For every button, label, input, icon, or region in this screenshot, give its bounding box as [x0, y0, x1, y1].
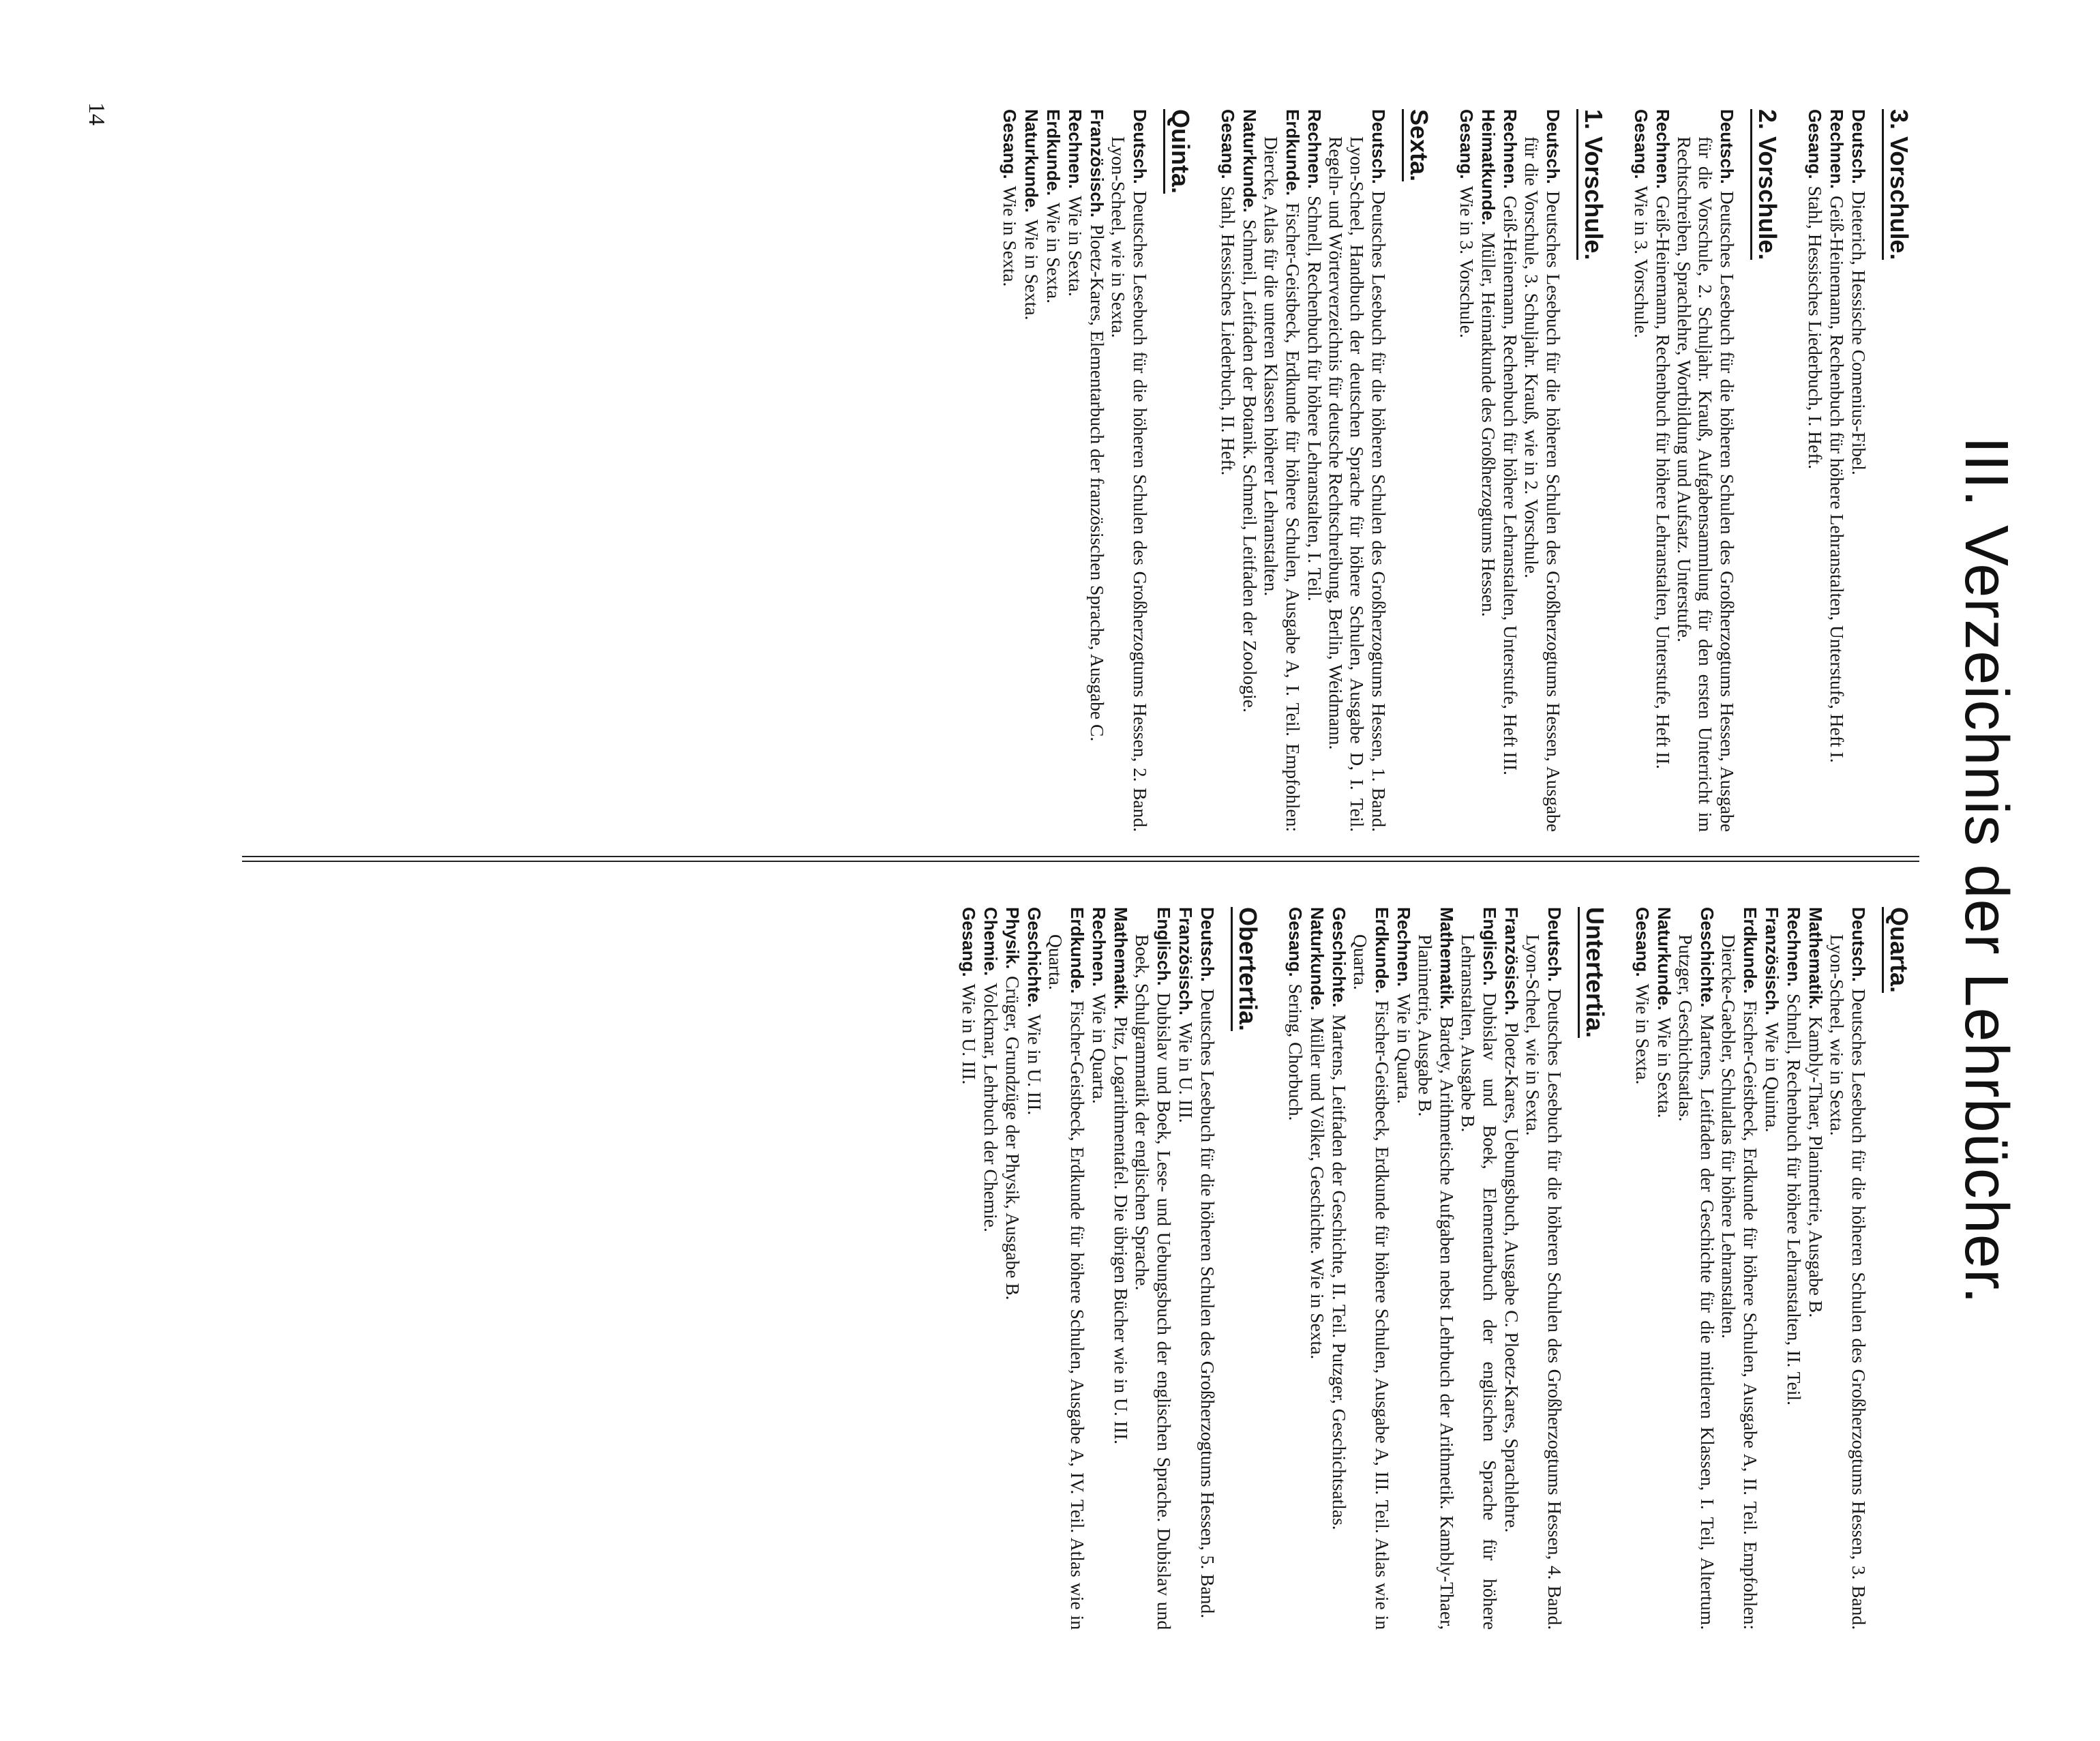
book-text: Wie in Quinta. — [1762, 1022, 1783, 1133]
book-text: Wie in U. III. — [1024, 1014, 1045, 1116]
book-text: Deutsches Lesebuch für die höheren Schulen des Großherzogtums Hessen, Ausgabe für die Vorschule, 2. Schuljahr. Krauß, Aufgabensammlung für den ersten Unterricht im Rechtschreiben, Sprachlehre, Wortbildung und Aufsatz. Unterstufe. — [1674, 136, 1738, 832]
entry-gesang — [1804, 109, 1826, 832]
entry-rechnen — [1826, 109, 1848, 832]
book-text: Deutsches Lesebuch für die höheren Schulen des Großherzogtums Hessen, 3. Band. Lyon-Scheel, wie in Sexta. — [1827, 934, 1870, 1630]
entry-deutsch — [1108, 109, 1151, 832]
subject-label: Gesang. — [1631, 109, 1651, 179]
column-divider — [242, 856, 1919, 862]
right-column — [72, 907, 1912, 1630]
entry-gesang — [1285, 907, 1306, 1630]
entry-deutsch — [1674, 109, 1738, 832]
subject-label: Erdkunde. — [1067, 907, 1088, 994]
book-text: Bardey, Arithmetische Aufgaben nebst Lehrbuch der Arithmetik. Kambly-Thaer, Planimetrie, Ausgabe B. — [1415, 934, 1458, 1630]
book-text: Wie in U. III. — [959, 983, 980, 1085]
subject-label: Gesang. — [1218, 109, 1238, 179]
entry-gesang — [999, 109, 1021, 832]
section-untertertia — [1285, 907, 1608, 1630]
entry-gesang — [1632, 907, 1653, 1630]
section-sexta — [1217, 109, 1432, 832]
subject-label: Deutsch. — [1848, 907, 1869, 982]
entry-erdkunde — [1045, 907, 1088, 1630]
entry-gesang — [1217, 109, 1239, 832]
page-number: 14 — [84, 102, 109, 125]
section-heading: 1. Vorschule. — [1576, 109, 1607, 260]
subject-label: Gesang. — [1805, 109, 1825, 179]
subject-label: Rechnen. — [1394, 907, 1414, 987]
subject-label: Erdkunde. — [1372, 907, 1392, 994]
book-text: Müller und Völker, Geschichte. Wie in Sexta. — [1307, 1017, 1328, 1360]
subject-label: Englisch. — [1480, 907, 1500, 986]
subject-label: Gesang. — [1285, 907, 1306, 977]
subject-label: Rechnen. — [1089, 907, 1109, 987]
section-1-vorschule — [1456, 109, 1607, 832]
subject-label: Mathematik. — [1111, 907, 1131, 1010]
subject-label: Rechnen. — [1065, 109, 1085, 190]
book-text: Fischer-Geistbeck, Erdkunde für höhere Schulen, Ausgabe A, IV. Teil. Atlas wie in Quarta. — [1045, 934, 1088, 1630]
entry-erdkunde — [1350, 907, 1393, 1630]
book-text: Deutsches Lesebuch für die höheren Schulen des Großherzogtums Hessen, Ausgabe für die Vorschule, 3. Schuljahr. Krauß, wie in 2. Vorschule. — [1521, 136, 1564, 832]
section-heading: Untertertia. — [1578, 907, 1608, 1038]
entry-geschichte — [1675, 907, 1718, 1630]
entry-naturkunde — [1306, 907, 1328, 1630]
section-heading: Obertertia. — [1231, 907, 1261, 1031]
entry-englisch — [1458, 907, 1501, 1630]
section-quinta — [999, 109, 1194, 832]
entry-franzoesisch — [1501, 907, 1522, 1630]
entry-gesang — [958, 907, 980, 1630]
book-text: Stahl, Hessisches Liederbuch, II. Heft. — [1218, 185, 1239, 476]
book-text: Wie in Quarta. — [1394, 994, 1415, 1104]
subject-label: Gesang. — [959, 907, 979, 977]
entry-erdkunde — [1261, 109, 1304, 832]
book-text: Deutsches Lesebuch für die höheren Schulen des Großherzogtums Hessen, 1. Band. Lyon-Scheel, Handbuch der deutschen Sprache für höhere Schulen, Ausgabe D, I. Teil. Regeln- und Wörterverzeichnis für deutsche Rechtschreibung, Berlin, Weidmann. — [1325, 136, 1390, 832]
subject-label: Rechnen. — [1304, 109, 1325, 190]
entry-mathematik — [1805, 907, 1827, 1630]
entry-deutsch — [1197, 907, 1218, 1630]
book-text: Geiß-Heinemann, Rechenbuch für höhere Lehranstalten, Unterstufe, Heft I. — [1827, 196, 1848, 763]
entry-rechnen — [1304, 109, 1325, 832]
entry-erdkunde — [1718, 907, 1761, 1630]
entry-franzoesisch — [1761, 907, 1783, 1630]
book-text: Martens, Leitfaden der Geschichte für die mittleren Klassen, I. Teil, Altertum. Putzger, Geschichtsatlas. — [1675, 934, 1718, 1630]
subject-label: Naturkunde. — [1240, 109, 1260, 213]
section-2-vorschule — [1630, 109, 1781, 832]
book-text: Wie in Quarta. — [1089, 994, 1110, 1104]
subject-label: Physik. — [1002, 907, 1023, 970]
page-title: III. Verzeichnis der Lehrbücher. — [1952, 436, 2020, 1305]
subject-label: Deutsch. — [1197, 907, 1218, 982]
section-heading: 2. Vorschule. — [1750, 109, 1781, 260]
book-text: Wie in Sexta. — [1065, 196, 1086, 297]
entry-naturkunde — [1653, 907, 1675, 1630]
subject-label: Rechnen. — [1827, 109, 1847, 190]
subject-label: Deutsch. — [1130, 109, 1150, 184]
subject-label: Französisch. — [1762, 907, 1782, 1015]
book-text: Kambly-Thaer, Planimetrie, Ausgabe B. — [1805, 1016, 1827, 1318]
subject-label: Mathematik. — [1805, 907, 1826, 1010]
subject-label: Erdkunde. — [1282, 109, 1303, 196]
subject-label: Deutsch. — [1543, 109, 1563, 184]
entry-naturkunde — [1239, 109, 1261, 832]
book-text: Volckmar, Lehrbuch der Chemie. — [980, 983, 1002, 1232]
subject-label: Erdkunde. — [1740, 907, 1760, 994]
entry-chemie — [980, 907, 1002, 1630]
subject-label: Naturkunde. — [1307, 907, 1328, 1011]
subject-label: Naturkunde. — [1654, 907, 1675, 1011]
book-text: Deutsches Lesebuch für die höheren Schulen des Großherzogtums Hessen, 5. Band. — [1197, 988, 1218, 1619]
book-text: Wie in 3. Vorschule. — [1631, 185, 1652, 338]
section-quarta — [1632, 907, 1912, 1630]
book-text: Crüger, Grundzüge der Physik, Ausgabe B. — [1002, 976, 1023, 1300]
subject-label: Gesang. — [1000, 109, 1020, 179]
entry-mathematik — [1110, 907, 1132, 1630]
entry-rechnen — [1783, 907, 1805, 1630]
section-heading: Quarta. — [1882, 907, 1912, 993]
entry-franzoesisch — [1175, 907, 1197, 1630]
entry-rechnen — [1088, 907, 1110, 1630]
entry-geschichte — [1328, 907, 1350, 1630]
book-text: Ploetz-Kares, Uebungsbuch, Ausgabe C. Ploetz-Kares, Sprachlehre. — [1501, 1022, 1522, 1533]
entry-gesang — [1630, 109, 1652, 832]
book-text: Dieterich, Hessische Comenius-Fibel. — [1848, 190, 1870, 475]
book-text: Stahl, Hessisches Liederbuch, I. Heft. — [1805, 185, 1826, 470]
left-column — [72, 109, 1912, 832]
entry-rechnen — [1652, 109, 1674, 832]
subject-label: Rechnen. — [1653, 109, 1673, 190]
book-text: Ploetz-Kares, Elementarbuch der französischen Sprache, Ausgabe C. — [1087, 224, 1108, 742]
book-text: Martens, Leitfaden der Geschichte, II. Teil. Putzger, Geschichtsatlas. — [1329, 1014, 1350, 1530]
subject-label: Chemie. — [980, 907, 1001, 977]
entry-gesang — [1456, 109, 1478, 832]
book-text: Geiß-Heinemann, Rechenbuch für höhere Lehranstalten, Unterstufe, Heft III. — [1500, 196, 1521, 775]
section-heading: Quinta. — [1163, 109, 1194, 194]
entry-geschichte — [1023, 907, 1045, 1630]
book-text: Wie in Sexta. — [1000, 185, 1021, 287]
book-text: Wie in Sexta. — [1021, 219, 1042, 321]
book-text: Wie in 3. Vorschule. — [1456, 185, 1478, 338]
subject-label: Rechnen. — [1784, 907, 1804, 987]
subject-label: Naturkunde. — [1021, 109, 1042, 213]
subject-label: Erdkunde. — [1043, 109, 1064, 196]
book-text: Wie in Sexta. — [1654, 1017, 1675, 1118]
book-text: Schnell, Rechenbuch für höhere Lehranstalten, II. Teil. — [1784, 994, 1805, 1405]
entry-rechnen — [1064, 109, 1086, 832]
subject-label: Geschichte. — [1329, 907, 1349, 1008]
book-text: Sering, Chorbuch. — [1285, 983, 1306, 1121]
subject-label: Mathematik. — [1437, 907, 1457, 1010]
subject-label: Französisch. — [1087, 109, 1107, 218]
entry-deutsch — [1848, 109, 1870, 832]
subject-label: Deutsch. — [1717, 109, 1737, 184]
subject-label: Französisch. — [1175, 907, 1196, 1015]
subject-label: Deutsch. — [1848, 109, 1869, 184]
entry-deutsch — [1827, 907, 1870, 1630]
book-text: Fischer-Geistbeck, Erdkunde für höhere Schulen, Ausgabe A, III. Teil. Atlas wie in Quarta. — [1350, 934, 1393, 1630]
entry-rechnen — [1393, 907, 1415, 1630]
subject-label: Deutsch. — [1368, 109, 1389, 184]
entry-heimatkunde — [1478, 109, 1499, 832]
entry-englisch — [1132, 907, 1175, 1630]
section-heading: 3. Vorschule. — [1882, 109, 1912, 260]
subject-label: Deutsch. — [1544, 907, 1565, 982]
book-text: Deutsches Lesebuch für die höheren Schulen des Großherzogtums Hessen, 4. Band. Lyon-Scheel, wie in Sexta. — [1522, 934, 1565, 1630]
book-text: Wie in Sexta. — [1632, 983, 1653, 1085]
book-text: Pitz, Logarithmentafel. Die übrigen Bücher wie in U. III. — [1111, 1016, 1132, 1444]
section-obertertia — [958, 907, 1261, 1630]
book-text: Dubislav und Boek, Elementarbuch der englischen Sprache für höhere Lehranstalten, Ausgabe B. — [1458, 934, 1501, 1630]
subject-label: Geschichte. — [1697, 907, 1717, 1008]
subject-label: Gesang. — [1632, 907, 1653, 977]
entry-deutsch — [1325, 109, 1390, 832]
subject-label: Geschichte. — [1024, 907, 1045, 1008]
subject-label: Englisch. — [1154, 907, 1174, 986]
subject-label: Heimatkunde. — [1478, 109, 1499, 226]
book-text: Wie in Sexta. — [1043, 203, 1064, 303]
entry-erdkunde — [1042, 109, 1064, 832]
book-text: Fischer-Geistbeck, Erdkunde für höhere Schulen, Ausgabe A, I. Teil. Empfohlen: Diercke, Atlas für die unteren Klassen höherer Lehranstalten. — [1261, 136, 1304, 832]
book-text: Schnell, Rechenbuch für höhere Lehranstalten, I. Teil. — [1304, 196, 1325, 601]
book-text: Schmeil, Leitfaden der Botanik. Schmeil, Leitfaden der Zoologie. — [1240, 219, 1261, 713]
entry-mathematik — [1415, 907, 1458, 1630]
entry-naturkunde — [1021, 109, 1042, 832]
entry-physik — [1002, 907, 1023, 1630]
entry-rechnen — [1499, 109, 1521, 832]
section-3-vorschule — [1804, 109, 1912, 832]
entry-deutsch — [1521, 109, 1564, 832]
book-text: Deutsches Lesebuch für die höheren Schulen des Großherzogtums Hessen, 2. Band. Lyon-Scheel, wie in Sexta. — [1108, 136, 1151, 832]
book-text: Müller, Heimatkunde des Großherzogtums Hessen. — [1478, 232, 1499, 617]
entry-deutsch — [1522, 907, 1565, 1630]
book-text: Fischer-Geistbeck, Erdkunde für höhere Schulen, Ausgabe A, II. Teil. Empfohlen: Diercke-Gaebler, Schulatlas für höhere Lehranstalten. — [1718, 934, 1761, 1630]
subject-label: Gesang. — [1456, 109, 1477, 179]
book-text: Dubislav und Boek, Lese- und Uebungsbuch der englischen Sprache. Dubislav und Boek, Schulgrammatik der englischen Sprache. — [1132, 934, 1175, 1630]
book-text: Wie in U. III. — [1175, 1022, 1197, 1123]
subject-label: Französisch. — [1501, 907, 1522, 1015]
subject-label: Rechnen. — [1500, 109, 1520, 190]
book-text: Geiß-Heinemann, Rechenbuch für höhere Lehranstalten, Unterstufe, Heft II. — [1653, 196, 1674, 769]
section-heading: Sexta. — [1402, 109, 1432, 181]
entry-franzoesisch — [1086, 109, 1108, 832]
